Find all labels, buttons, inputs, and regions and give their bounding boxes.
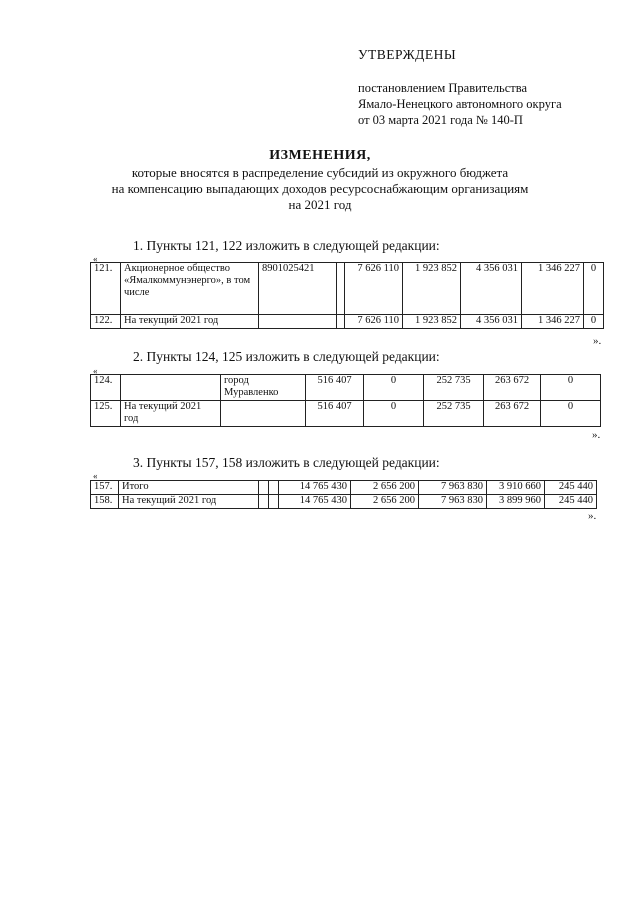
table-row xyxy=(91,495,597,509)
row-value-3: 252 735 xyxy=(424,375,484,401)
row-value-2: 2 656 200 xyxy=(351,495,419,509)
row-value-3: 7 963 830 xyxy=(419,495,487,509)
row-number: 122. xyxy=(91,315,121,329)
row-name: На текущий 2021 год xyxy=(119,495,259,509)
row-value-5: 245 440 xyxy=(545,495,597,509)
section-1-close-quote: ». xyxy=(593,335,602,347)
row-name: Акционерное общество «Ямалкоммунэнерго», в том числе xyxy=(121,263,259,315)
row-value-1: 14 765 430 xyxy=(279,481,351,495)
row-value-2: 1 923 852 xyxy=(403,315,461,329)
row-value-4: 263 672 xyxy=(484,401,541,427)
row-value-1: 516 407 xyxy=(306,375,364,401)
row-place: город Муравленко xyxy=(221,375,306,401)
row-inn xyxy=(259,315,337,329)
subtitle-line-3: на 2021 год xyxy=(288,197,352,212)
section-3-table xyxy=(90,480,597,509)
section-3-heading: 3. Пункты 157, 158 изложить в следующей редакции: xyxy=(133,455,440,470)
row-name xyxy=(121,375,221,401)
row-spacer xyxy=(269,481,279,495)
row-value-3: 4 356 031 xyxy=(461,315,522,329)
approval-line-1: постановлением Правительства xyxy=(358,81,528,95)
row-value-4: 3 899 960 xyxy=(487,495,545,509)
section-1-open-quote: « xyxy=(93,254,98,264)
table-row xyxy=(91,481,597,495)
row-value-1: 516 407 xyxy=(306,401,364,427)
section-1-table xyxy=(90,262,604,329)
row-value-2: 0 xyxy=(364,375,424,401)
row-value-4: 263 672 xyxy=(484,375,541,401)
row-name: На текущий 2021 год xyxy=(121,315,259,329)
row-inn: 8901025421 xyxy=(259,263,337,315)
row-value-3: 4 356 031 xyxy=(461,263,522,315)
row-value-4: 1 346 227 xyxy=(522,263,584,315)
row-number: 125. xyxy=(91,401,121,427)
table-row xyxy=(91,401,601,427)
table-row xyxy=(91,315,604,329)
row-value-5: 245 440 xyxy=(545,481,597,495)
section-2-heading: 2. Пункты 124, 125 изложить в следующей редакции: xyxy=(133,349,440,364)
section-2-open-quote: « xyxy=(93,366,98,376)
document-title: ИЗМЕНЕНИЯ, xyxy=(269,148,371,163)
approval-line-2: Ямало-Ненецкого автономного округа xyxy=(358,97,562,111)
section-3-close-quote: ». xyxy=(588,510,597,522)
row-spacer xyxy=(259,495,269,509)
row-number: 157. xyxy=(91,481,119,495)
row-value-1: 7 626 110 xyxy=(345,315,403,329)
row-value-2: 2 656 200 xyxy=(351,481,419,495)
row-value-2: 1 923 852 xyxy=(403,263,461,315)
row-name: Итого xyxy=(119,481,259,495)
section-2-close-quote: ». xyxy=(592,429,601,441)
row-value-5: 0 xyxy=(584,315,604,329)
approval-heading: УТВЕРЖДЕНЫ xyxy=(358,47,457,62)
row-value-4: 3 910 660 xyxy=(487,481,545,495)
row-spacer xyxy=(337,315,345,329)
table-row xyxy=(91,263,604,315)
approval-line-3: от 03 марта 2021 года № 140-П xyxy=(358,113,523,127)
row-name: На текущий 2021 год xyxy=(121,401,221,427)
row-place xyxy=(221,401,306,427)
subtitle-line-2: на компенсацию выпадающих доходов ресурсоснабжающим организациям xyxy=(111,181,529,196)
section-1-heading: 1. Пункты 121, 122 изложить в следующей редакции: xyxy=(133,238,440,253)
row-value-3: 252 735 xyxy=(424,401,484,427)
subtitle-line-1: которые вносятся в распределение субсидий из окружного бюджета xyxy=(131,165,509,180)
row-value-4: 1 346 227 xyxy=(522,315,584,329)
row-value-3: 7 963 830 xyxy=(419,481,487,495)
row-number: 124. xyxy=(91,375,121,401)
row-value-1: 7 626 110 xyxy=(345,263,403,315)
row-value-5: 0 xyxy=(541,401,601,427)
section-2-table xyxy=(90,374,601,427)
row-spacer xyxy=(259,481,269,495)
row-number: 158. xyxy=(91,495,119,509)
table-row xyxy=(91,375,601,401)
row-value-5: 0 xyxy=(584,263,604,315)
row-spacer xyxy=(337,263,345,315)
section-3-open-quote: « xyxy=(93,471,98,481)
row-value-5: 0 xyxy=(541,375,601,401)
row-value-2: 0 xyxy=(364,401,424,427)
row-number: 121. xyxy=(91,263,121,315)
row-value-1: 14 765 430 xyxy=(279,495,351,509)
row-spacer xyxy=(269,495,279,509)
